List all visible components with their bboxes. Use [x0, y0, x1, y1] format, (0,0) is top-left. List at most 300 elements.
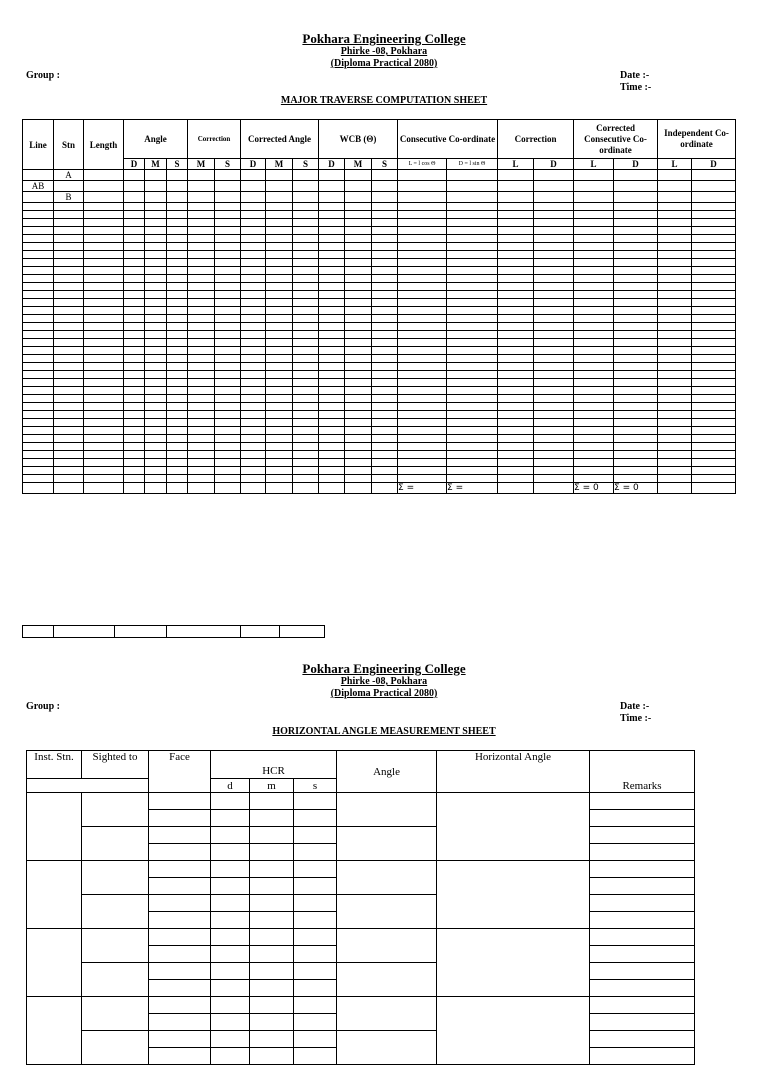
table-cell[interactable]	[293, 459, 319, 467]
table-cell[interactable]	[398, 315, 447, 323]
table-cell[interactable]	[215, 192, 241, 203]
sighted-to-cell[interactable]	[82, 997, 149, 1031]
table-cell[interactable]	[266, 339, 293, 347]
table-cell[interactable]	[54, 403, 84, 411]
inst-stn-cell[interactable]	[27, 929, 82, 997]
table-cell[interactable]	[692, 355, 736, 363]
table-cell[interactable]	[345, 211, 372, 219]
table-cell[interactable]	[145, 475, 167, 483]
table-cell[interactable]	[658, 411, 692, 419]
table-cell[interactable]	[266, 467, 293, 475]
table-cell[interactable]	[145, 315, 167, 323]
table-cell[interactable]	[345, 275, 372, 283]
sum-cell[interactable]	[319, 483, 345, 494]
table-cell[interactable]	[345, 347, 372, 355]
table-cell[interactable]	[614, 211, 658, 219]
table-cell[interactable]	[319, 451, 345, 459]
remarks-cell[interactable]	[590, 946, 695, 963]
table-cell[interactable]	[614, 347, 658, 355]
table-cell[interactable]	[266, 451, 293, 459]
hcr-m-cell[interactable]	[250, 844, 294, 861]
table-cell[interactable]	[293, 251, 319, 259]
table-cell[interactable]	[692, 411, 736, 419]
table-cell[interactable]	[574, 411, 614, 419]
table-cell[interactable]	[692, 395, 736, 403]
table-cell[interactable]	[534, 419, 574, 427]
table-cell[interactable]	[498, 211, 534, 219]
table-cell[interactable]	[145, 395, 167, 403]
table-cell[interactable]	[124, 411, 145, 419]
table-cell[interactable]	[188, 411, 215, 419]
table-cell[interactable]	[84, 363, 124, 371]
hcr-s-cell[interactable]	[294, 810, 337, 827]
table-cell[interactable]	[574, 170, 614, 181]
table-cell[interactable]	[398, 355, 447, 363]
angle-cell[interactable]	[337, 861, 437, 895]
table-cell[interactable]	[345, 192, 372, 203]
table-cell[interactable]	[84, 299, 124, 307]
table-cell[interactable]	[241, 315, 266, 323]
table-cell[interactable]	[372, 379, 398, 387]
table-cell[interactable]	[319, 387, 345, 395]
table-cell[interactable]	[345, 451, 372, 459]
table-cell[interactable]	[145, 331, 167, 339]
hcr-m-cell[interactable]	[250, 912, 294, 929]
table-cell[interactable]	[372, 235, 398, 243]
table-cell[interactable]	[188, 259, 215, 267]
table-cell[interactable]	[398, 283, 447, 291]
table-cell[interactable]	[215, 235, 241, 243]
hcr-m-cell[interactable]	[250, 997, 294, 1014]
table-cell[interactable]	[447, 443, 498, 451]
table-cell[interactable]	[534, 192, 574, 203]
table-cell[interactable]	[167, 227, 188, 235]
sum-cell[interactable]	[84, 483, 124, 494]
table-cell[interactable]	[372, 451, 398, 459]
table-cell[interactable]	[447, 411, 498, 419]
table-cell[interactable]	[692, 283, 736, 291]
table-cell[interactable]	[658, 211, 692, 219]
table-cell[interactable]	[124, 307, 145, 315]
table-cell[interactable]	[215, 211, 241, 219]
angle-cell[interactable]	[337, 1031, 437, 1065]
hcr-d-cell[interactable]	[211, 1014, 250, 1031]
table-cell[interactable]	[188, 267, 215, 275]
table-cell[interactable]	[498, 291, 534, 299]
remarks-cell[interactable]	[590, 793, 695, 810]
table-cell[interactable]	[167, 235, 188, 243]
table-cell[interactable]	[23, 347, 54, 355]
hcr-m-cell[interactable]	[250, 946, 294, 963]
table-cell[interactable]	[124, 243, 145, 251]
table-cell[interactable]	[574, 227, 614, 235]
table-cell[interactable]	[658, 170, 692, 181]
hcr-s-cell[interactable]	[294, 1048, 337, 1065]
table-cell[interactable]	[54, 181, 84, 192]
table-cell[interactable]	[167, 475, 188, 483]
table-cell[interactable]	[345, 251, 372, 259]
table-cell[interactable]	[534, 243, 574, 251]
angle-cell[interactable]	[337, 793, 437, 827]
table-cell[interactable]	[692, 170, 736, 181]
table-cell[interactable]	[293, 435, 319, 443]
table-cell[interactable]	[215, 243, 241, 251]
table-cell[interactable]	[319, 170, 345, 181]
table-cell[interactable]	[658, 283, 692, 291]
table-cell[interactable]	[23, 227, 54, 235]
table-cell[interactable]	[658, 467, 692, 475]
hcr-m-cell[interactable]	[250, 793, 294, 810]
table-cell[interactable]	[447, 251, 498, 259]
table-cell[interactable]	[54, 451, 84, 459]
table-cell[interactable]	[574, 459, 614, 467]
table-cell[interactable]	[145, 403, 167, 411]
table-cell[interactable]	[398, 181, 447, 192]
table-cell[interactable]	[84, 283, 124, 291]
table-cell[interactable]	[498, 379, 534, 387]
table-cell[interactable]	[658, 219, 692, 227]
table-cell[interactable]	[215, 299, 241, 307]
table-cell[interactable]	[293, 243, 319, 251]
table-cell[interactable]	[84, 419, 124, 427]
table-cell[interactable]	[293, 419, 319, 427]
table-cell[interactable]	[658, 235, 692, 243]
table-cell[interactable]	[241, 435, 266, 443]
table-cell[interactable]	[319, 235, 345, 243]
table-cell[interactable]	[215, 339, 241, 347]
hcr-s-cell[interactable]	[294, 827, 337, 844]
table-cell[interactable]	[319, 275, 345, 283]
table-cell[interactable]	[84, 451, 124, 459]
table-cell[interactable]	[692, 219, 736, 227]
table-cell[interactable]	[167, 259, 188, 267]
table-cell[interactable]	[23, 379, 54, 387]
face-cell[interactable]	[149, 1048, 211, 1065]
table-cell[interactable]	[54, 275, 84, 283]
table-cell[interactable]	[167, 170, 188, 181]
table-cell[interactable]	[266, 243, 293, 251]
table-cell[interactable]	[188, 219, 215, 227]
face-cell[interactable]	[149, 878, 211, 895]
table-cell[interactable]	[241, 307, 266, 315]
table-cell[interactable]	[372, 307, 398, 315]
table-cell[interactable]	[498, 451, 534, 459]
table-cell[interactable]	[534, 427, 574, 435]
table-cell[interactable]	[447, 371, 498, 379]
table-cell[interactable]	[84, 435, 124, 443]
table-cell[interactable]	[188, 363, 215, 371]
table-cell[interactable]	[84, 459, 124, 467]
table-cell[interactable]	[658, 315, 692, 323]
table-cell[interactable]	[614, 323, 658, 331]
table-cell[interactable]	[447, 387, 498, 395]
table-cell[interactable]	[447, 451, 498, 459]
table-cell[interactable]	[215, 291, 241, 299]
table-cell[interactable]	[319, 299, 345, 307]
table-cell[interactable]	[574, 347, 614, 355]
table-cell[interactable]	[372, 371, 398, 379]
table-cell[interactable]	[447, 181, 498, 192]
face-cell[interactable]	[149, 946, 211, 963]
table-cell[interactable]	[692, 371, 736, 379]
table-cell[interactable]	[188, 339, 215, 347]
table-cell[interactable]	[215, 323, 241, 331]
table-cell[interactable]	[215, 467, 241, 475]
table-cell[interactable]	[124, 192, 145, 203]
hcr-s-cell[interactable]	[294, 997, 337, 1014]
table-cell[interactable]	[266, 181, 293, 192]
table-cell[interactable]	[124, 227, 145, 235]
table-cell[interactable]	[534, 251, 574, 259]
table-cell[interactable]	[54, 299, 84, 307]
table-cell[interactable]	[574, 451, 614, 459]
table-cell[interactable]	[658, 387, 692, 395]
table-cell[interactable]	[372, 275, 398, 283]
table-cell[interactable]	[447, 331, 498, 339]
hcr-d-cell[interactable]	[211, 980, 250, 997]
table-cell[interactable]	[54, 315, 84, 323]
table-cell[interactable]	[215, 427, 241, 435]
table-cell[interactable]	[372, 203, 398, 211]
table-cell[interactable]	[692, 475, 736, 483]
table-cell[interactable]	[188, 427, 215, 435]
table-cell[interactable]	[215, 331, 241, 339]
sum-cell[interactable]	[167, 483, 188, 494]
table-cell[interactable]	[293, 451, 319, 459]
table-cell[interactable]	[319, 203, 345, 211]
table-cell[interactable]	[241, 283, 266, 291]
table-cell[interactable]	[293, 347, 319, 355]
table-cell[interactable]	[145, 339, 167, 347]
table-cell[interactable]	[293, 371, 319, 379]
table-cell[interactable]	[574, 339, 614, 347]
table-cell[interactable]	[23, 427, 54, 435]
table-cell[interactable]	[614, 275, 658, 283]
angle-cell[interactable]	[337, 997, 437, 1031]
table-cell[interactable]	[167, 459, 188, 467]
table-cell[interactable]	[241, 347, 266, 355]
table-cell[interactable]	[124, 235, 145, 243]
table-cell[interactable]	[398, 459, 447, 467]
table-cell[interactable]	[84, 203, 124, 211]
table-cell[interactable]	[614, 307, 658, 315]
table-cell[interactable]	[145, 235, 167, 243]
sum-cell[interactable]	[345, 483, 372, 494]
table-cell[interactable]	[84, 181, 124, 192]
table-cell[interactable]	[23, 235, 54, 243]
table-cell[interactable]	[398, 259, 447, 267]
table-cell[interactable]	[241, 411, 266, 419]
table-cell[interactable]	[215, 411, 241, 419]
table-cell[interactable]	[124, 211, 145, 219]
strip-cell[interactable]	[167, 626, 241, 638]
table-cell[interactable]	[319, 243, 345, 251]
table-cell[interactable]	[188, 283, 215, 291]
table-cell[interactable]	[215, 203, 241, 211]
table-cell[interactable]	[188, 181, 215, 192]
table-cell[interactable]	[54, 243, 84, 251]
table-cell[interactable]	[614, 443, 658, 451]
table-cell[interactable]	[398, 267, 447, 275]
table-cell[interactable]	[266, 291, 293, 299]
table-cell[interactable]	[534, 315, 574, 323]
table-cell[interactable]	[241, 371, 266, 379]
table-cell[interactable]	[145, 267, 167, 275]
table-cell[interactable]	[534, 203, 574, 211]
table-cell[interactable]	[372, 259, 398, 267]
table-cell[interactable]	[345, 227, 372, 235]
table-cell[interactable]	[658, 275, 692, 283]
table-cell[interactable]	[658, 419, 692, 427]
table-cell[interactable]	[266, 259, 293, 267]
hcr-m-cell[interactable]	[250, 963, 294, 980]
table-cell[interactable]	[372, 459, 398, 467]
table-cell[interactable]	[54, 427, 84, 435]
table-cell[interactable]	[215, 307, 241, 315]
remarks-cell[interactable]	[590, 878, 695, 895]
table-cell[interactable]	[241, 363, 266, 371]
table-cell[interactable]	[398, 427, 447, 435]
table-cell[interactable]	[293, 379, 319, 387]
table-cell[interactable]	[614, 227, 658, 235]
table-cell[interactable]	[498, 267, 534, 275]
table-cell[interactable]	[266, 267, 293, 275]
table-cell[interactable]	[372, 299, 398, 307]
table-cell[interactable]	[241, 251, 266, 259]
table-cell[interactable]	[534, 379, 574, 387]
table-cell[interactable]	[692, 227, 736, 235]
table-cell[interactable]	[241, 339, 266, 347]
hcr-d-cell[interactable]	[211, 827, 250, 844]
table-cell[interactable]	[658, 251, 692, 259]
table-cell[interactable]	[658, 259, 692, 267]
hcr-s-cell[interactable]	[294, 1031, 337, 1048]
table-cell[interactable]	[54, 219, 84, 227]
table-cell[interactable]	[188, 467, 215, 475]
table-cell[interactable]	[534, 363, 574, 371]
table-cell[interactable]	[241, 475, 266, 483]
table-cell[interactable]	[84, 243, 124, 251]
table-cell[interactable]	[345, 363, 372, 371]
table-cell[interactable]	[498, 170, 534, 181]
sum-cell[interactable]	[266, 483, 293, 494]
table-cell[interactable]	[692, 299, 736, 307]
hcr-m-cell[interactable]	[250, 895, 294, 912]
table-cell[interactable]	[84, 371, 124, 379]
table-cell[interactable]	[658, 443, 692, 451]
table-cell[interactable]	[614, 467, 658, 475]
table-cell[interactable]	[167, 315, 188, 323]
table-cell[interactable]	[398, 331, 447, 339]
table-cell[interactable]	[345, 291, 372, 299]
table-cell[interactable]	[293, 192, 319, 203]
table-cell[interactable]	[54, 395, 84, 403]
table-cell[interactable]	[23, 243, 54, 251]
hcr-s-cell[interactable]	[294, 895, 337, 912]
table-cell[interactable]	[574, 435, 614, 443]
table-cell[interactable]	[84, 275, 124, 283]
face-cell[interactable]	[149, 980, 211, 997]
table-cell[interactable]	[241, 203, 266, 211]
face-cell[interactable]	[149, 997, 211, 1014]
table-cell[interactable]	[124, 259, 145, 267]
table-cell[interactable]	[84, 475, 124, 483]
hcr-s-cell[interactable]	[294, 793, 337, 810]
table-cell[interactable]	[447, 419, 498, 427]
face-cell[interactable]	[149, 912, 211, 929]
table-cell[interactable]	[372, 219, 398, 227]
table-cell[interactable]	[23, 339, 54, 347]
table-cell[interactable]	[398, 347, 447, 355]
table-cell[interactable]	[266, 283, 293, 291]
table-cell[interactable]	[215, 251, 241, 259]
table-cell[interactable]	[398, 192, 447, 203]
table-cell[interactable]	[574, 283, 614, 291]
table-cell[interactable]	[345, 379, 372, 387]
table-cell[interactable]	[215, 181, 241, 192]
face-cell[interactable]	[149, 827, 211, 844]
hcr-s-cell[interactable]	[294, 878, 337, 895]
table-cell[interactable]	[398, 203, 447, 211]
table-cell[interactable]	[124, 203, 145, 211]
table-cell[interactable]	[145, 363, 167, 371]
table-cell[interactable]	[447, 339, 498, 347]
table-cell[interactable]	[241, 395, 266, 403]
table-cell[interactable]	[345, 203, 372, 211]
table-cell[interactable]	[188, 251, 215, 259]
table-cell[interactable]	[23, 419, 54, 427]
table-cell[interactable]	[614, 451, 658, 459]
table-cell[interactable]	[241, 267, 266, 275]
table-cell[interactable]	[167, 331, 188, 339]
table-cell[interactable]	[345, 395, 372, 403]
table-cell[interactable]	[124, 267, 145, 275]
table-cell[interactable]	[319, 403, 345, 411]
table-cell[interactable]	[498, 219, 534, 227]
remarks-cell[interactable]	[590, 980, 695, 997]
table-cell[interactable]	[145, 355, 167, 363]
table-cell[interactable]	[188, 203, 215, 211]
table-cell[interactable]	[574, 395, 614, 403]
table-cell[interactable]	[574, 251, 614, 259]
table-cell[interactable]	[84, 443, 124, 451]
table-cell[interactable]	[124, 283, 145, 291]
table-cell[interactable]	[124, 427, 145, 435]
table-cell[interactable]	[54, 419, 84, 427]
table-cell[interactable]	[145, 307, 167, 315]
table-cell[interactable]	[574, 467, 614, 475]
table-cell[interactable]	[84, 411, 124, 419]
remarks-cell[interactable]	[590, 1014, 695, 1031]
strip-cell[interactable]	[241, 626, 280, 638]
table-cell[interactable]	[372, 291, 398, 299]
table-cell[interactable]	[293, 331, 319, 339]
table-cell[interactable]	[145, 427, 167, 435]
table-cell[interactable]	[447, 299, 498, 307]
remarks-cell[interactable]	[590, 1031, 695, 1048]
table-cell[interactable]	[447, 323, 498, 331]
table-cell[interactable]	[293, 403, 319, 411]
sighted-to-cell[interactable]	[82, 827, 149, 861]
horizontal-angle-cell[interactable]	[437, 997, 590, 1065]
table-cell[interactable]	[498, 347, 534, 355]
table-cell[interactable]	[167, 275, 188, 283]
table-cell[interactable]	[574, 267, 614, 275]
table-cell[interactable]	[23, 323, 54, 331]
table-cell[interactable]	[614, 315, 658, 323]
table-cell[interactable]	[614, 192, 658, 203]
remarks-cell[interactable]	[590, 810, 695, 827]
